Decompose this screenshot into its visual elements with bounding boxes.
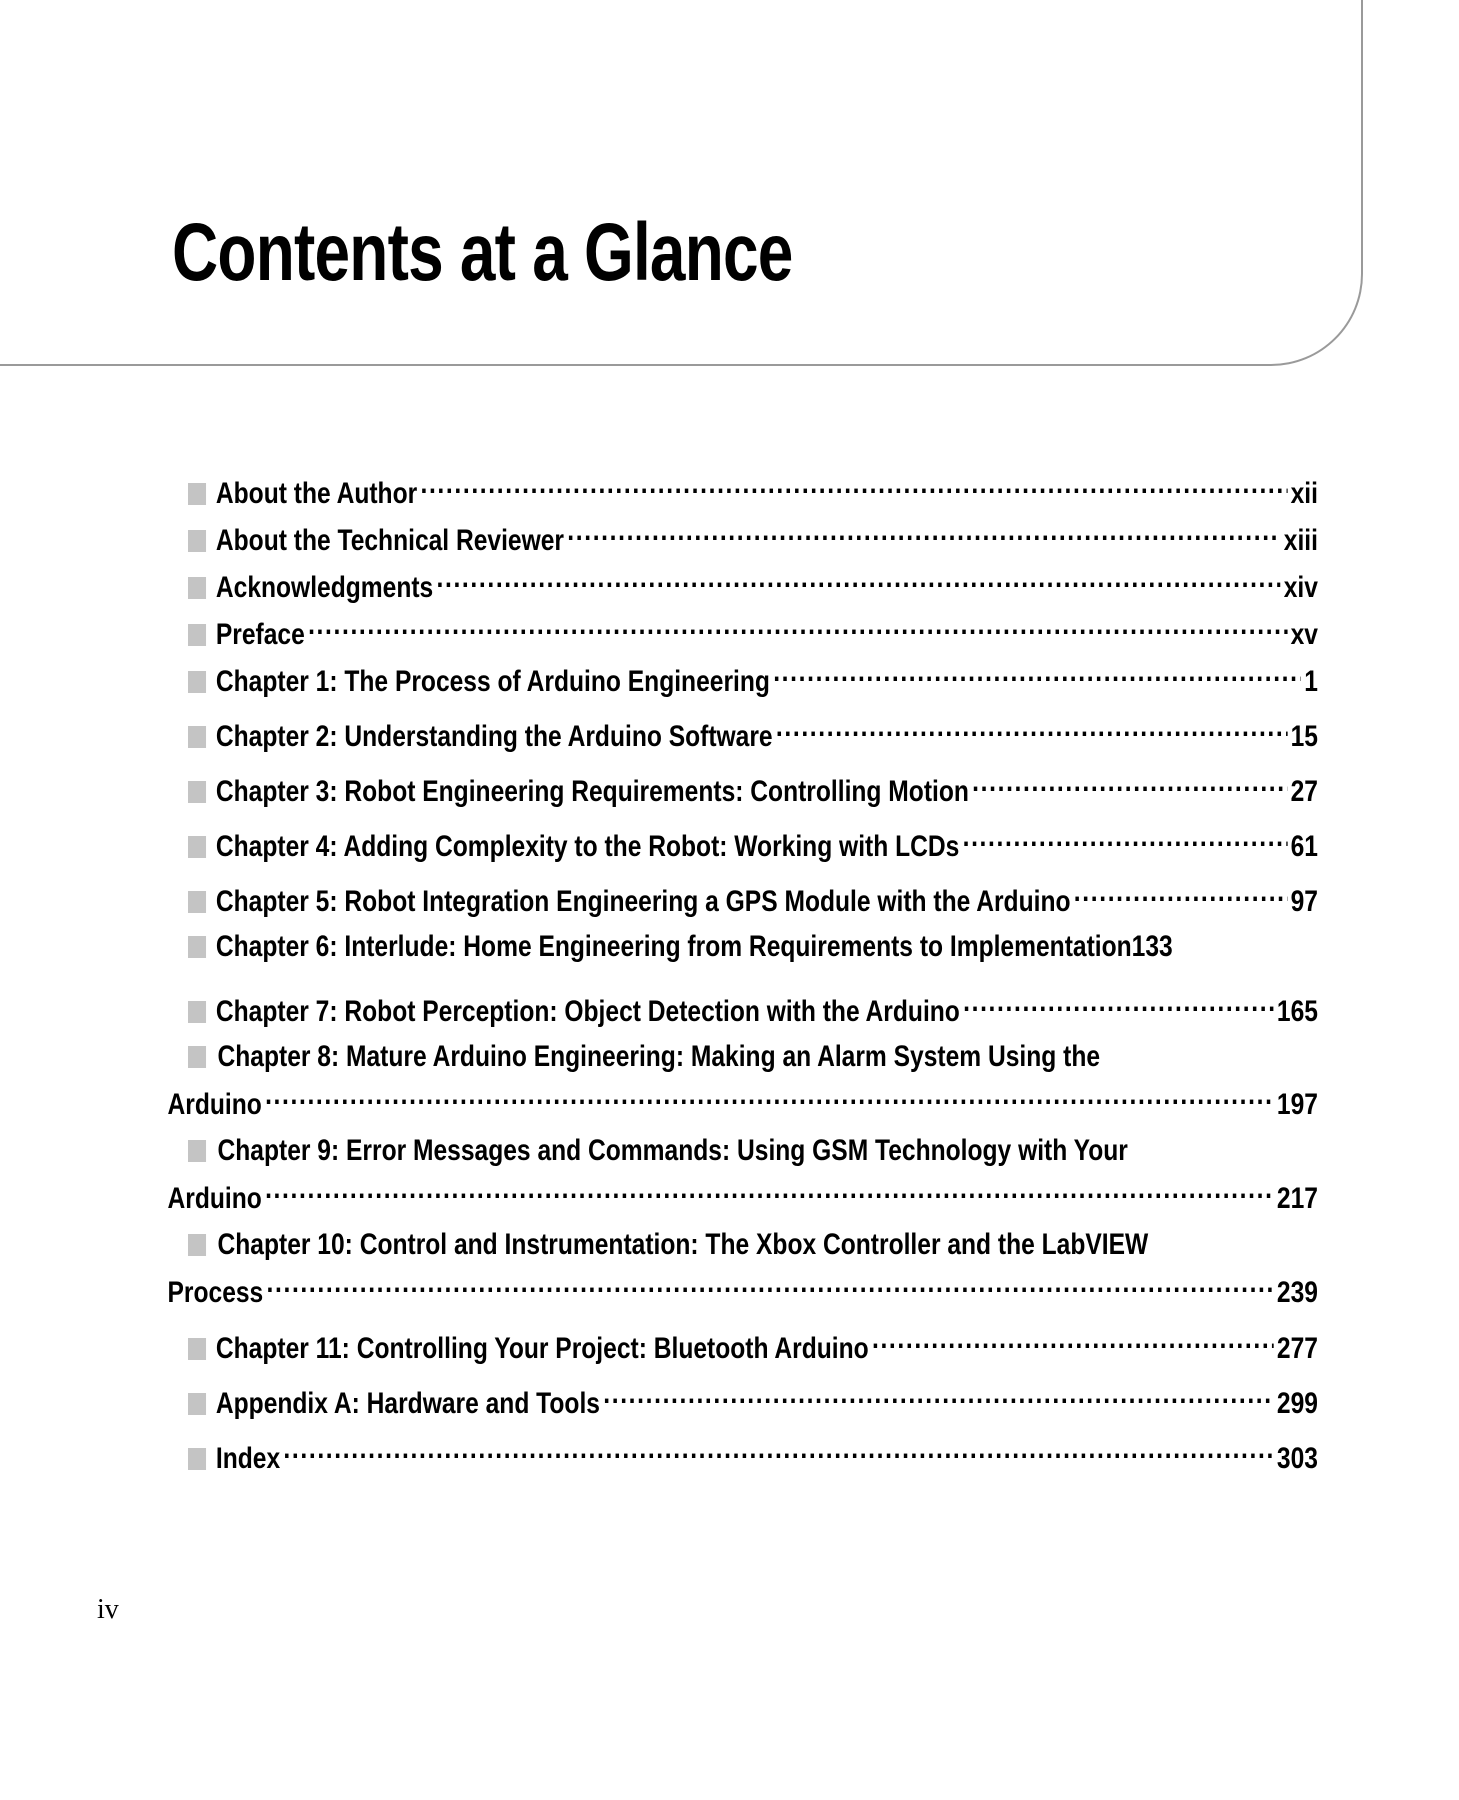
square-bullet-icon [188, 836, 206, 858]
toc-entry-acknowledgments[interactable] [188, 559, 1318, 607]
page-folio: iv [97, 1594, 119, 1625]
toc-entry-title-line2: Arduino [167, 1088, 262, 1121]
square-bullet-icon [188, 671, 206, 693]
square-bullet-icon [188, 726, 206, 748]
toc-entry-title: About the Technical Reviewer [215, 524, 565, 557]
toc-entry-title: Chapter 1: The Process of Arduino Engineering [215, 665, 770, 698]
toc-page-number: xii [1290, 477, 1318, 510]
toc-page-number: 277 [1276, 1332, 1318, 1365]
dot-leader [963, 983, 1274, 1021]
dot-leader [567, 512, 1280, 550]
dot-leader [603, 1375, 1273, 1413]
dot-leader [308, 606, 1287, 644]
toc-entry-chapter-11[interactable] [188, 1320, 1318, 1368]
toc-entry-title: Preface [215, 618, 305, 651]
toc-page-number: 27 [1290, 775, 1318, 808]
toc-entry-title: Chapter 2: Understanding the Arduino Software [215, 720, 773, 753]
page-title: Contents at a Glance [172, 207, 793, 298]
toc-page-number: 217 [1276, 1182, 1318, 1215]
toc-entry-index[interactable] [188, 1430, 1318, 1478]
toc-entry-title: Chapter 5: Robot Integration Engineering a GPS Module with the Arduino [215, 885, 1071, 918]
toc-entry-title: Chapter 4: Adding Complexity to the Robot: Working with LCDs [215, 830, 960, 863]
toc-entry-chapter-2[interactable] [188, 708, 1318, 756]
toc-page-number: xv [1290, 618, 1318, 651]
toc-page-number: 97 [1290, 885, 1318, 918]
toc-page-number: 133 [1131, 930, 1173, 963]
toc-page-number: 197 [1276, 1088, 1318, 1121]
square-bullet-icon [188, 1001, 206, 1023]
toc-entry-chapter-3[interactable] [188, 763, 1318, 811]
toc-page-number: 61 [1290, 830, 1318, 863]
toc-page-number: xiii [1283, 524, 1318, 557]
dot-leader [265, 1076, 1274, 1114]
toc-page-number: xiv [1283, 571, 1318, 604]
toc-entry-chapter-10[interactable] [167, 1226, 1318, 1312]
square-bullet-icon [188, 891, 206, 913]
square-bullet-icon [188, 530, 206, 552]
toc-entry-technical-reviewer[interactable] [188, 512, 1318, 560]
toc-entry-chapter-5[interactable] [188, 873, 1318, 921]
square-bullet-icon [188, 1338, 206, 1360]
dot-leader [972, 763, 1287, 801]
toc-entry-title: Chapter 6: Interlude: Home Engineering from Requirements to Implementation [215, 930, 1132, 963]
dot-leader [872, 1320, 1274, 1358]
dot-leader [776, 708, 1287, 746]
toc-entry-title-line2: Arduino [167, 1182, 262, 1215]
toc-entry-title: Chapter 7: Robot Perception: Object Detection with the Arduino [215, 995, 960, 1028]
toc-entry-title-line2: Process [167, 1276, 264, 1309]
toc-page-number: 15 [1290, 720, 1318, 753]
toc-entry-chapter-6[interactable] [188, 928, 1318, 966]
toc-entry-title-line1: Chapter 10: Control and Instrumentation: The Xbox Controller and the LabVIEW [217, 1228, 1149, 1261]
toc-entry-title: Acknowledgments [215, 571, 434, 604]
toc-page-number: 299 [1276, 1387, 1318, 1420]
dot-leader [283, 1430, 1273, 1468]
square-bullet-icon [188, 577, 206, 599]
square-bullet-icon [188, 1234, 206, 1256]
toc-entry-title: Chapter 11: Controlling Your Project: Bluetooth Arduino [215, 1332, 869, 1365]
square-bullet-icon [188, 1140, 206, 1162]
toc-page-number: 165 [1276, 995, 1318, 1028]
dot-leader [265, 1170, 1274, 1208]
dot-leader [267, 1264, 1274, 1302]
square-bullet-icon [188, 936, 206, 958]
dot-leader [420, 465, 1287, 503]
toc-entry-chapter-7[interactable] [188, 983, 1318, 1031]
chapter-header-frame [0, 0, 1363, 366]
square-bullet-icon [188, 624, 206, 646]
dot-leader [1074, 873, 1288, 911]
toc-entry-title: Appendix A: Hardware and Tools [215, 1387, 600, 1420]
toc-entry-chapter-8[interactable] [167, 1038, 1318, 1124]
toc-entry-about-author[interactable] [188, 465, 1318, 513]
toc-entry-title: Index [215, 1442, 281, 1475]
toc-page-number: 1 [1304, 665, 1318, 698]
toc-page-number: 239 [1276, 1276, 1318, 1309]
square-bullet-icon [188, 1448, 206, 1470]
toc-entry-title: About the Author [215, 477, 418, 510]
toc-entry-title: Chapter 3: Robot Engineering Requirements: Controlling Motion [215, 775, 969, 808]
toc-entry-chapter-4[interactable] [188, 818, 1318, 866]
square-bullet-icon [188, 781, 206, 803]
toc-entry-preface[interactable] [188, 606, 1318, 654]
square-bullet-icon [188, 1046, 206, 1068]
dot-leader [437, 559, 1281, 597]
dot-leader [773, 653, 1301, 691]
toc-entry-title-line1: Chapter 8: Mature Arduino Engineering: Making an Alarm System Using the [217, 1040, 1101, 1073]
dot-leader [963, 818, 1288, 856]
toc-entry-chapter-1[interactable] [188, 653, 1318, 701]
square-bullet-icon [188, 483, 206, 505]
toc-entry-title-line1: Chapter 9: Error Messages and Commands: Using GSM Technology with Your [217, 1134, 1128, 1167]
toc-entry-appendix-a[interactable] [188, 1375, 1318, 1423]
toc-page-number: 303 [1276, 1442, 1318, 1475]
toc-entry-chapter-9[interactable] [167, 1132, 1318, 1218]
square-bullet-icon [188, 1393, 206, 1415]
